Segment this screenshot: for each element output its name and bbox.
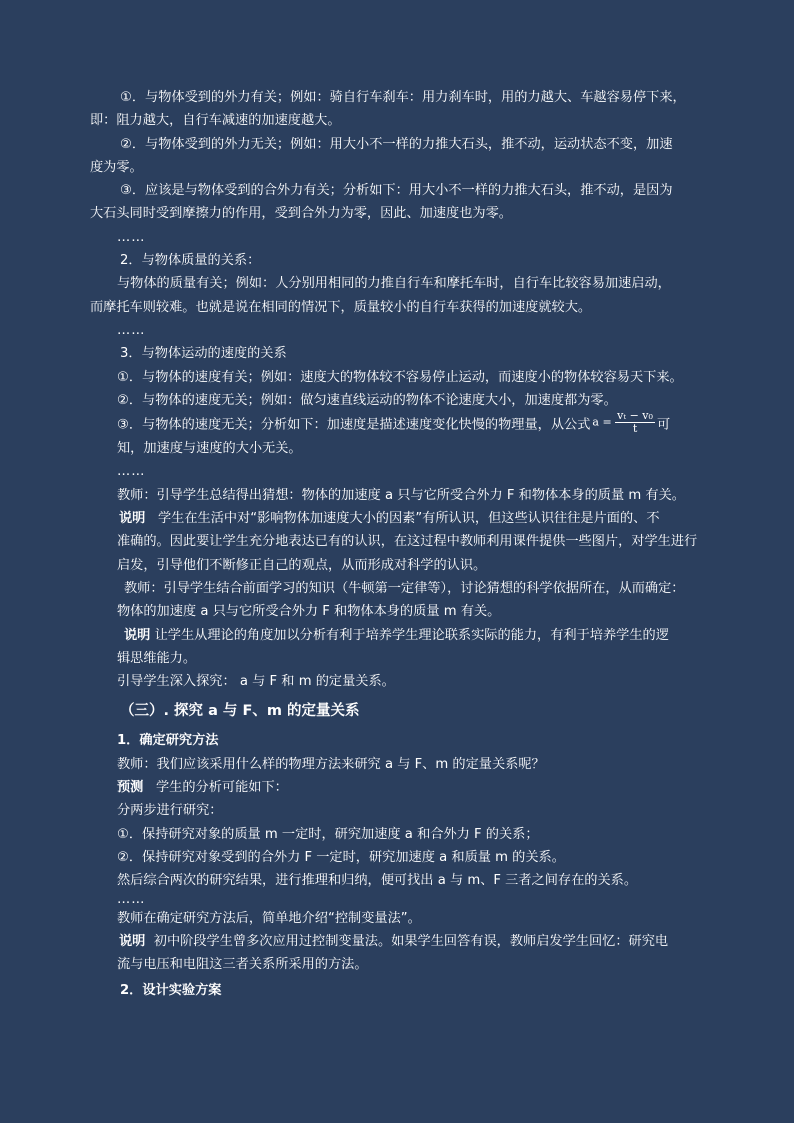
document-body [90,86,717,1003]
paragraph [117,409,717,437]
note-text: 学生在生活中对“影响物体加速度大小的因素”有所认识，但这些认识往往是片面的、不 [157,511,660,527]
subsection-heading: 2．设计实验方案 [120,983,222,999]
paragraph: 度为零。 [90,159,143,175]
acceleration-formula [592,410,655,435]
paragraph: 物体的加速度 a 只与它所受合外力 F 和物体本身的质量 m 有关。 [117,604,501,620]
formula-lhs: a = [592,415,612,429]
note-text: 让学生从理论的角度加以分析有利于培养学生理论联系实际的能力，有利于培养学生的逻 [154,627,669,643]
formula-fraction [615,410,655,435]
note-text: 学生的分析可能如下： [155,780,288,796]
paragraph: 流与电压和电阻这三者关系所采用的方法。 [117,957,368,973]
subsection-heading: 1．确定研究方法 [117,733,219,749]
paragraph: 准确的。因此要让学生充分地表达已有的认识，在这过程中教师利用课件提供一些图片，对学生进行 [117,534,698,550]
formula-denominator: t [632,422,638,436]
formula-numerator: vₜ − v₀ [617,409,653,423]
paragraph: 知，加速度与速度的大小无关。 [117,441,302,457]
paragraph: 然后综合两次的研究结果，进行推理和归纳，便可找出 a 与 m、F 三者之间存在的关系。 [117,873,638,889]
section-label: 3．与物体运动的速度的关系 [120,346,287,362]
ellipsis: …… [117,229,146,245]
paragraph: 分两步进行研究： [117,803,223,819]
paragraph: 即：阻力越大，自行车减速的加速度越大。 [90,113,341,129]
paragraph: 教师在确定研究方法后，简单地介绍“控制变量法”。 [117,910,421,926]
paragraph: 而摩托车则较难。也就是说在相同的情况下，质量较小的自行车获得的加速度就较大。 [90,299,592,315]
paragraph: ②．与物体的速度无关；例如：做匀速直线运动的物体不论速度大小，加速度都为零。 [117,392,617,408]
paragraph: 教师：我们应该采用什么样的物理方法来研究 a 与 F、m 的定量关系呢？ [117,756,545,772]
paragraph-text: 可 [656,417,671,433]
paragraph: 教师：引导学生总结得出猜想：物体的加速度 a 只与它所受合外力 F 和物体本身的质量 m 有关。 [117,487,685,503]
note-label: 预测 [117,780,144,796]
paragraph: 与物体的质量有关；例如：人分别用相同的力推自行车和摩托车时，自行车比较容易加速启动， [117,276,671,292]
paragraph: 辑思维能力。 [117,650,197,666]
ellipsis: …… [117,891,146,907]
note-paragraph [117,776,717,799]
section-label: 2．与物体质量的关系： [120,253,261,269]
paragraph: ②．保持研究对象受到的合外力 F 一定时，研究加速度 a 和质量 m 的关系。 [117,849,565,865]
ellipsis: …… [117,322,146,338]
ellipsis: …… [117,464,146,480]
paragraph: 大石头同时受到摩擦力的作用，受到合外力为零，因此、加速度也为零。 [90,206,512,222]
section-heading: （三）. 探究 a 与 F、m 的定量关系 [120,703,360,720]
paragraph: 教师：引导学生结合前面学习的知识（牛顿第一定律等），讨论猜想的科学依据所在，从而确定： [124,580,685,596]
note-label: 说明 [124,627,151,643]
note-label: 说明 [119,511,146,527]
paragraph: ②．与物体受到的外力无关；例如：用大小不一样的力推大石头，推不动，运动状态不变，加速 [120,136,673,152]
paragraph: 启发，引导他们不断修正自己的观点，从而形成对科学的认识。 [117,557,487,573]
note-paragraph [117,507,717,530]
paragraph-text: ③．与物体的速度无关；分析如下：加速度是描述速度变化快慢的物理量，从公式 [117,417,591,433]
paragraph: ①．与物体受到的外力有关；例如：骑自行车刹车：用力刹车时，用的力越大、车越容易停下来， [120,90,686,105]
note-label: 说明 [119,933,146,949]
paragraph: ①．保持研究对象的质量 m 一定时，研究加速度 a 和合外力 F 的关系； [117,826,539,842]
paragraph: ①．与物体的速度有关；例如：速度大的物体较不容易停止运动，而速度小的物体较容易天下来。 [117,369,683,385]
note-text: 初中阶段学生曾多次应用过控制变量法。如果学生回答有误，教师启发学生回忆：研究电 [153,933,669,949]
paragraph: ③．应该是与物体受到的合外力有关；分析如下：用大小不一样的力推大石头，推不动，是因为 [120,183,673,199]
note-paragraph [117,624,717,647]
paragraph: 引导学生深入探究： a 与 F 和 m 的定量关系。 [117,674,395,690]
note-paragraph [117,930,717,953]
